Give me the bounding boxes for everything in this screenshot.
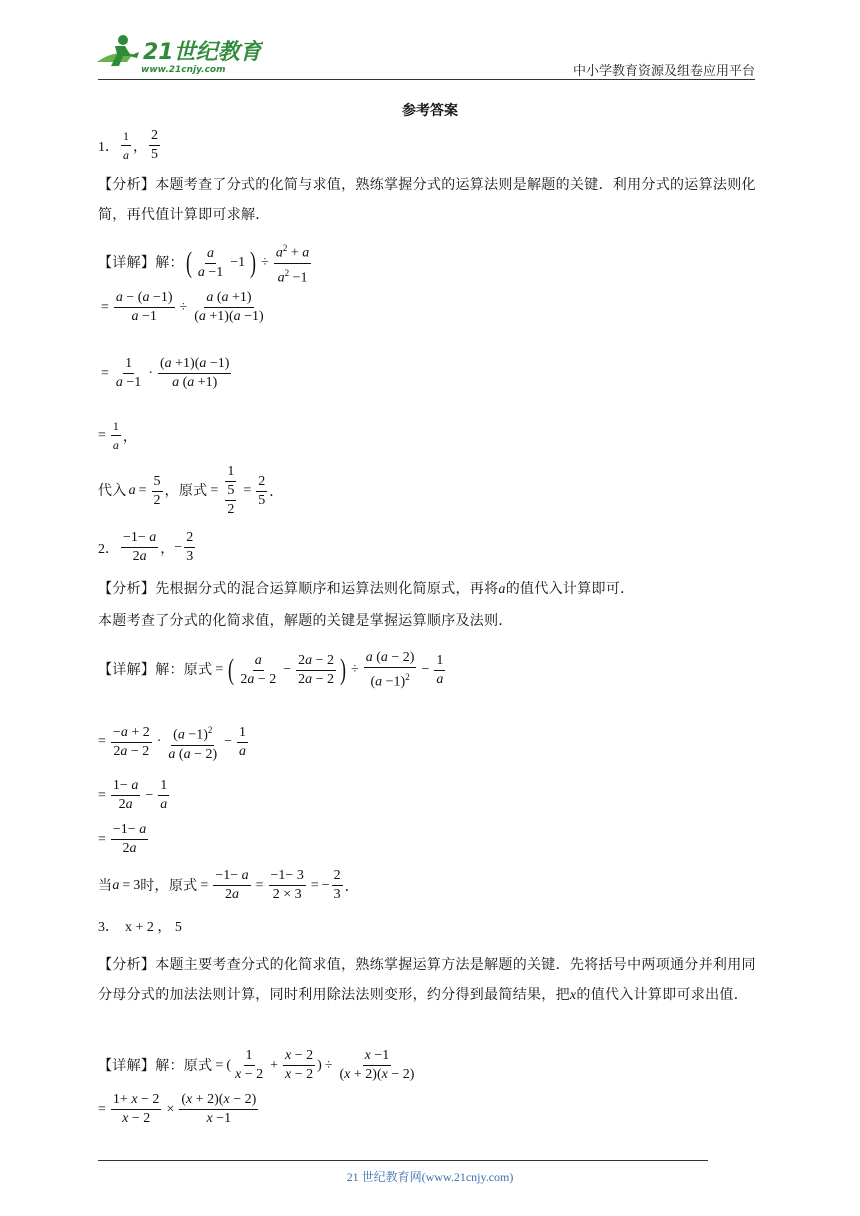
q2-step-2: = $\frac{-a + 2}{2a - 2}$ · $(a -1)^2$ a (a − 2) − $\frac{1}{a}$ bbox=[98, 722, 758, 763]
q1-step-2: = $\frac{a - (a -1)}{a -1}$ ÷ $\frac{a (a +1)}{(a +1)(a -1)}$ bbox=[101, 290, 264, 324]
q3-step-2: = $\frac{1+ x - 2}{x - 2}$ × $\frac{(x + 2)(x - 2)}{x -1}$ bbox=[98, 1092, 257, 1126]
q2-step-3: = $\frac{1- a}{2a}$ − $\frac{1}{a}$ bbox=[98, 778, 168, 812]
header-platform-text: 中小学教育资源及组卷应用平台 bbox=[572, 64, 755, 79]
svg-text:21世纪教育: 21世纪教育 bbox=[143, 40, 262, 65]
footer-divider bbox=[98, 1160, 708, 1161]
q3-step-1: 【详解】解：原式 = ( 1 x − 2 + $\frac{x - 2}{x - 2}$ ) ÷ $\frac{x -1}{(x + 2)(x - 2)}$ bbox=[98, 1048, 415, 1082]
footer-site-text: 21 世纪教育网(www.21cnjy.com) bbox=[346, 1170, 514, 1184]
q1-substitution: 代入 a = $\frac{5}{2}$ ，原式 = $\frac{1}{\frac{5}{2}}$ = $\frac{2}{5}$ ． bbox=[98, 464, 284, 517]
q1-answer: 1． 1 a ， 2 5 bbox=[98, 128, 158, 162]
q1-step-3: = $\frac{1}{a -1}$ · (a +1)(a −1) a (a +1) bbox=[101, 356, 230, 390]
q2-step-4: = $\frac{-1- a}{2a}$ bbox=[98, 822, 147, 856]
q2-step-1: 【详解】解：原式 = ( a 2a − 2 − $\frac{2a - 2}{2a - 2}$ ) ÷ $\frac{a (a - 2)}{(a -1)^2}$ − $\frac{1}{a}$ bbox=[98, 650, 444, 690]
page-header bbox=[0, 0, 860, 82]
q1-analysis: 【分析】本题考查了分式的化简与求值，熟练掌握分式的运算法则是解题的关键．利用分式的运算法则化简，再代值计算即可求解． bbox=[98, 177, 756, 223]
q2-number: 2． bbox=[98, 541, 119, 557]
q2-analysis: 【分析】先根据分式的混合运算顺序和运算法则化简原式，再将a的值代入计算即可． bbox=[98, 581, 635, 597]
q3-analysis: 【分析】本题主要考查分式的化简求值，熟练掌握运算方法是解题的关键．先将括号中两项通分并利用同分母分式的加法法则计算，同时利用除法法则变形，约分得到最简结果，把x的值代入计算即可求出值． bbox=[98, 957, 756, 1003]
q1-step-1: 【详解】解： ( a a −1 −1 ) ÷ $\frac{a^2 + a}{a^2 -1}$ bbox=[98, 240, 758, 286]
q2-answer: 2． −1− a 2a ， − $\frac{2}{3}$ bbox=[98, 530, 194, 564]
q3-answer: 3． x + 2 ， 5 bbox=[98, 916, 758, 936]
site-logo bbox=[93, 32, 263, 78]
header-divider bbox=[98, 79, 755, 80]
q2-substitution: 当 a = 3 时，原式 = $\frac{-1- a}{2a}$ = $\frac{-1- 3}{2 \times 3}$ = − $\frac{2}{3}$ ． bbox=[98, 868, 359, 902]
svg-text:www.21cnjy.com: www.21cnjy.com bbox=[141, 65, 226, 75]
q2-note: 本题考查了分式的化简求值，解题的关键是掌握运算顺序及法则． bbox=[98, 613, 513, 629]
q1-step-4: = $\frac{1}{a}$ ， bbox=[98, 419, 137, 452]
q1-number: 1． bbox=[98, 139, 119, 155]
page-title: 参考答案 bbox=[402, 103, 458, 119]
q3-number: 3． bbox=[98, 920, 119, 935]
